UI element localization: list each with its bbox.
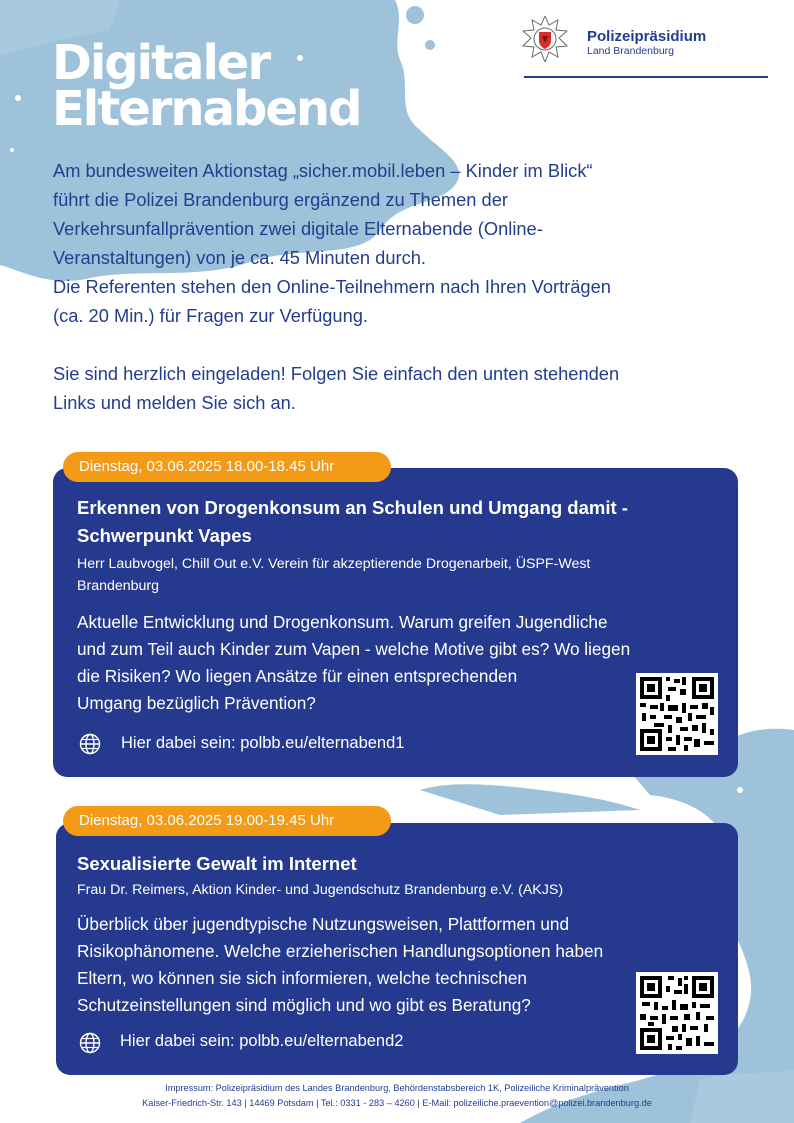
event-1-desc-line: Aktuelle Entwicklung und Drogenkonsum. Warum greifen Jugendliche [77, 612, 608, 632]
event-2-speaker-line: Frau Dr. Reimers, Aktion Kinder- und Jugendschutz Brandenburg e.V. (AKJS) [77, 882, 564, 898]
event-2-description [77, 911, 603, 1019]
event-1-desc-line: und zum Teil auch Kinder zum Vapen - welche Motive gibt es? Wo liegen [77, 639, 631, 659]
intro-line: Die Referenten stehen den Online-Teilnehmern nach Ihren Vorträgen [53, 276, 611, 297]
police-star-icon [522, 16, 568, 62]
event-1-card [53, 468, 738, 777]
event-2-link[interactable]: Hier dabei sein: polbb.eu/elternabend2 [120, 1032, 404, 1050]
logo-subtitle: Land Brandenburg [587, 45, 674, 57]
event-2-desc-line: Risikophänomene. Welche erzieherischen Handlungsoptionen haben [77, 941, 604, 961]
logo-divider [524, 76, 768, 78]
intro-line: Veranstaltungen) von je ca. 45 Minuten durch. [53, 247, 426, 268]
intro-text [53, 156, 743, 417]
event-1-desc-line: Umgang bezüglich Prävention? [77, 693, 316, 713]
intro-line: Verkehrsunfallprävention zwei digitale Elternabende (Online- [53, 218, 543, 239]
event-1-title-line: Schwerpunkt Vapes [77, 525, 252, 546]
event-1-description [77, 609, 630, 717]
globe-icon [79, 1032, 101, 1054]
event-2-title-line: Sexualisierte Gewalt im Internet [77, 853, 357, 874]
event-2-date-badge: Dienstag, 03.06.2025 19.00-19.45 Uhr [63, 806, 391, 836]
event-1-speaker [77, 553, 667, 597]
event-1-title [77, 494, 707, 550]
event-2-desc-line: Eltern, wo können sie sich informieren, welche technischen [77, 968, 527, 988]
intro-line: Sie sind herzlich eingeladen! Folgen Sie einfach den unten stehenden [53, 363, 620, 384]
intro-line: Links und melden Sie sich an. [53, 392, 296, 413]
intro-line: führt die Polizei Brandenburg ergänzend zu Themen der [53, 189, 508, 210]
event-1-link[interactable]: Hier dabei sein: polbb.eu/elternabend1 [121, 734, 405, 752]
logo-name: Polizeipräsidium [587, 28, 707, 45]
event-2-desc-line: Schutzeinstellungen sind möglich und wo gibt es Beratung? [77, 995, 531, 1015]
qr-code-icon[interactable] [636, 972, 718, 1054]
event-2-card [56, 823, 738, 1075]
title-line-2: Elternabend [52, 81, 361, 137]
event-1-speaker-line: Herr Laubvogel, Chill Out e.V. Verein für akzeptierende Drogenarbeit, ÜSPF-West [77, 556, 591, 572]
globe-icon [79, 733, 101, 755]
page-title [52, 35, 361, 137]
intro-line: (ca. 20 Min.) für Fragen zur Verfügung. [53, 305, 368, 326]
event-2-desc-line: Überblick über jugendtypische Nutzungsweisen, Plattformen und [77, 914, 570, 934]
intro-line: Am bundesweiten Aktionstag „sicher.mobil.leben – Kinder im Blick“ [53, 160, 593, 181]
event-2-speaker [77, 879, 667, 901]
event-1-title-line: Erkennen von Drogenkonsum an Schulen und Umgang damit - [77, 497, 628, 518]
police-logo [522, 16, 772, 80]
title-line-1: Digitaler [52, 35, 270, 91]
event-1-speaker-line: Brandenburg [77, 578, 160, 594]
event-1-date-badge: Dienstag, 03.06.2025 18.00-18.45 Uhr [63, 452, 391, 482]
footer-contact: Kaiser-Friedrich-Str. 143 | 14469 Potsdam | Tel.: 0331 - 283 – 4260 | E-Mail: polizeiliche.praevention@polizei.brandenburg.de [142, 1098, 652, 1108]
event-1-desc-line: die Risiken? Wo liegen Ansätze für einen entsprechenden [77, 666, 518, 686]
qr-code-icon[interactable] [636, 673, 718, 755]
footer-imprint: Impressum: Polizeipräsidium des Landes Brandenburg, Behördenstabsbereich 1K, Polizeiliche Kriminalprävention [165, 1083, 629, 1093]
event-2-title [77, 850, 707, 878]
